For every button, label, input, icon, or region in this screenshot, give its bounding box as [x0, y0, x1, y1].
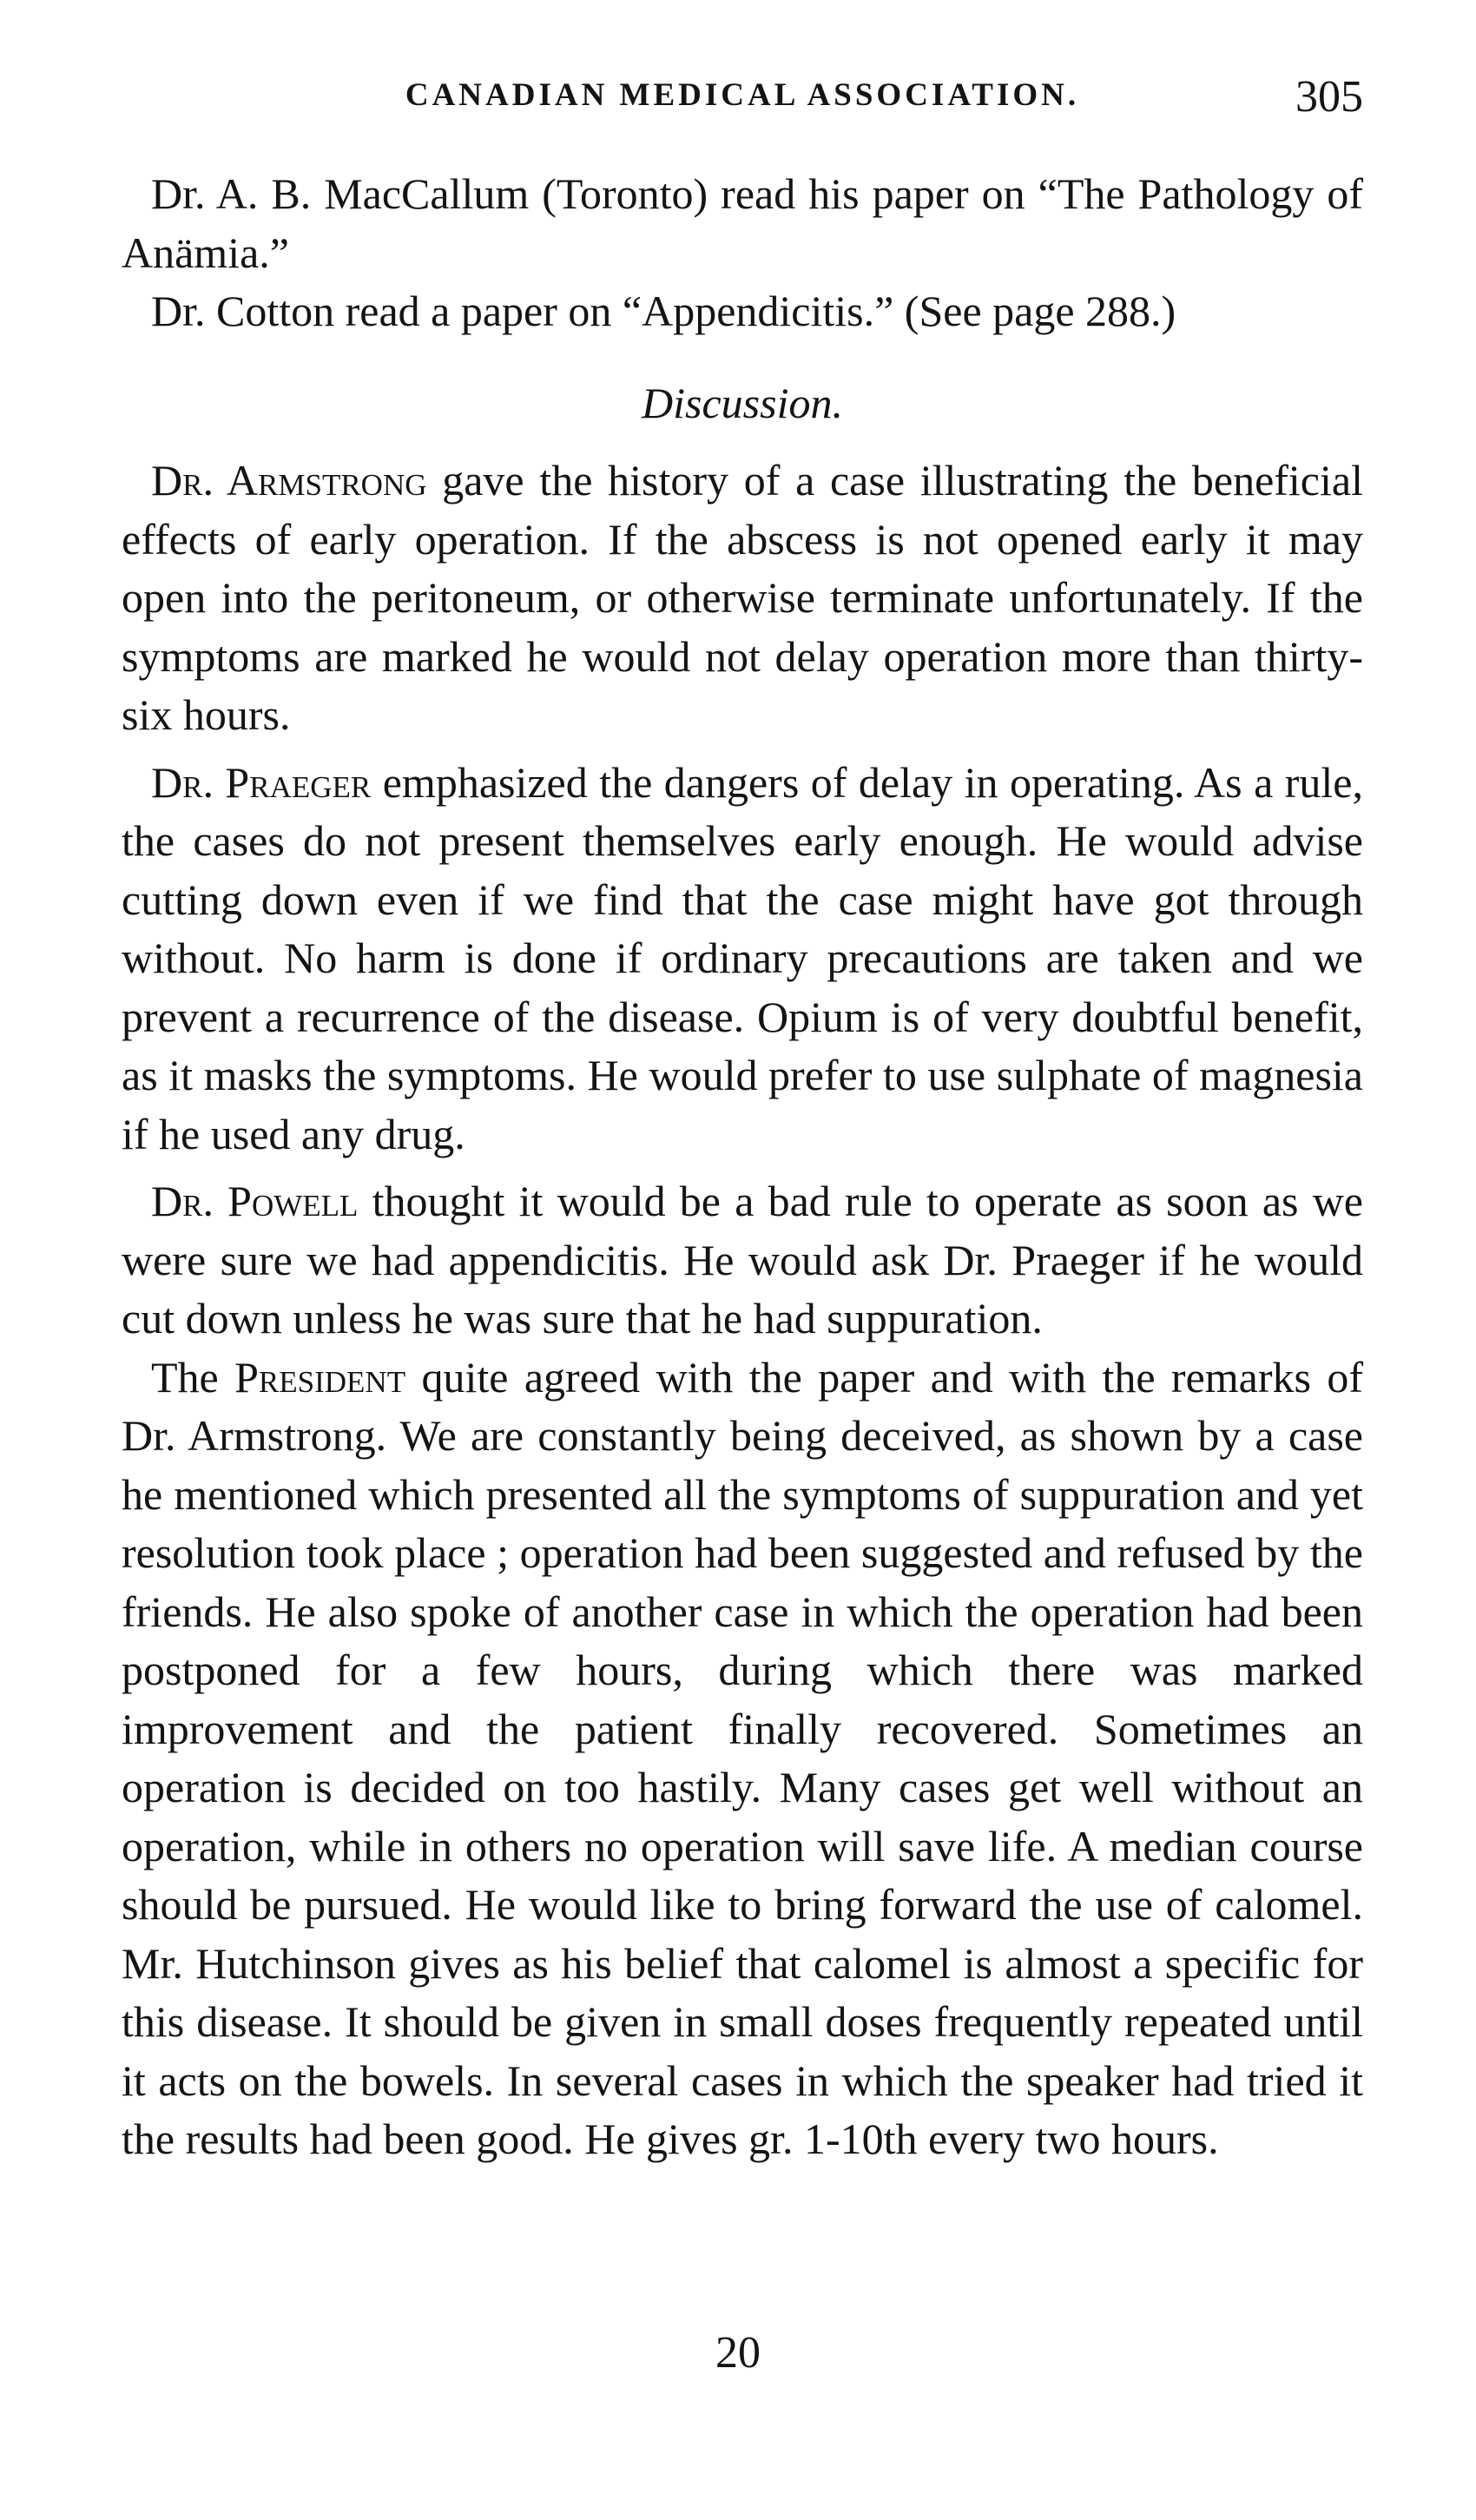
- running-head: CANADIAN MEDICAL ASSOCIATION.: [405, 77, 1080, 113]
- signature-folio: 20: [715, 2328, 761, 2378]
- paragraph-text: quite agreed with the paper and with the remarks of Dr. Armstrong. We are constantly being deceived, as shown by a case he mentioned which presented all the symptoms of suppuration and yet resolution took place ; operation had been suggested and refused by the friends. He also spoke of another case in which the operation had been postponed for a few hours, during which there was marked improvement and the patient finally recovered. Sometimes an operation is decided on too hastily. Many cases get well without an operation, while in others no operation will save life. A median course should be pursued. He would like to bring forward the use of calomel. Mr. Hutchinson gives as his belief that calomel is almost a specific for this disease. It should be given in small doses frequently repeated until it acts on the bowels. In several cases in which the speaker had tried it the results had been good. He gives gr. 1-10th every two hours.: [122, 1352, 1363, 2163]
- paragraph-armstrong: [122, 452, 1363, 745]
- paragraph-president: [122, 1349, 1363, 2169]
- paragraph-text: Dr. Cotton read a paper on “Appendicitis.” (See page 288.): [151, 287, 1176, 335]
- speaker-name: Dr. Powell: [151, 1177, 359, 1225]
- speaker-name: Dr. Praeger: [151, 757, 372, 807]
- paragraph-praeger: [122, 754, 1363, 1164]
- body-text: [122, 165, 1363, 2169]
- page-number: 305: [1295, 72, 1363, 122]
- paragraph-text: thought it would be a bad rule to operate as soon as we were sure we had appendicitis. He would ask Dr. Praeger if he would cut down unless he was sure that he had suppuration.: [122, 1177, 1363, 1342]
- page-header: [122, 72, 1363, 137]
- paragraph-cotton: [122, 282, 1363, 341]
- paragraph-text: Dr. A. B. MacCallum (Toronto) read his paper on “The Pathology of Anämia.”: [122, 169, 1363, 277]
- paragraph-maccallum: [122, 165, 1363, 282]
- discussion-heading: Discussion.: [642, 378, 843, 427]
- speaker-name: Dr. Armstrong: [151, 456, 427, 505]
- paragraph-text: emphasized the dangers of delay in operating. As a rule, the cases do not present themselves early enough. He would advise cutting down even if we find that the case might have got through without. No harm is done if ordinary precautions are taken and we prevent a recurrence of the disease. Opium is of very doubtful benefit, as it masks the symptoms. He would prefer to use sulphate of magnesia if he used any drug.: [122, 757, 1363, 1158]
- speaker-prefix: The: [151, 1352, 235, 1402]
- paragraph-powell: [122, 1172, 1363, 1349]
- paragraph-text: gave the history of a case illustrating the beneficial effects of early operation. If the abscess is not opened early it may open into the peritoneum, or otherwise terminate unfortunately. If the symptoms are marked he would not delay operation more than thirty-six hours.: [122, 456, 1363, 739]
- speaker-name: President: [234, 1352, 406, 1402]
